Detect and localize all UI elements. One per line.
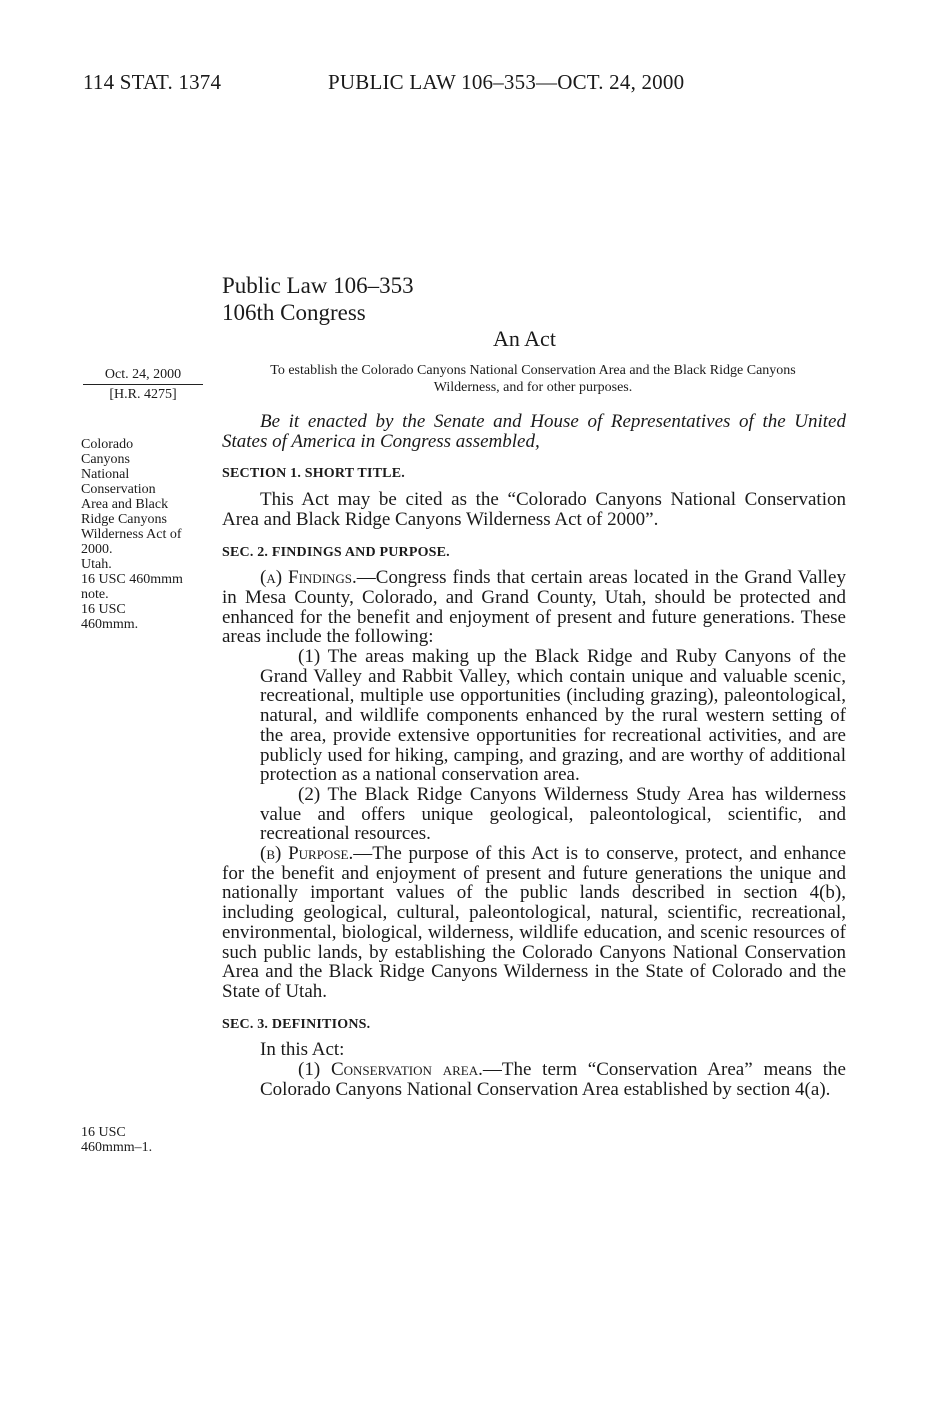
findings-text: —Congress finds that certain areas located in the Grand Valley in Mesa County, Colorado, and Grand County, Utah, should be protected and enhanced for the benefit and enjoyment of present and future generations. These areas include the following:: [222, 567, 846, 648]
margin-note-line: 2000.: [81, 542, 113, 557]
margin-note-line: Area and Black: [81, 497, 169, 512]
margin-note-line: National: [81, 467, 130, 482]
purpose-paragraph: [222, 844, 846, 1002]
margin-rule: [83, 384, 203, 385]
definitions-intro: In this Act:: [260, 1039, 345, 1061]
act-purpose-statement: To establish the Colorado Canyons National Conservation Area and the Black Ridge Canyons Wilderness, and for other purposes.: [270, 363, 796, 395]
margin-note-line: note.: [81, 587, 109, 602]
margin-note-line: Conservation: [81, 482, 156, 497]
margin-notes: [81, 437, 216, 632]
an-act-heading: An Act: [493, 326, 556, 351]
margin-bill-number: [H.R. 4275]: [109, 387, 177, 402]
section-2-heading: SEC. 2. FINDINGS AND PURPOSE.: [222, 544, 450, 560]
margin-note-line: Ridge Canyons: [81, 512, 167, 527]
section-3-heading: SEC. 3. DEFINITIONS.: [222, 1016, 371, 1032]
definition-1-text: —The term “Conservation Area” means the Colorado Canyons National Conservation Area established by section 4(a).: [260, 1059, 846, 1100]
section-1-heading: SECTION 1. SHORT TITLE.: [222, 466, 405, 482]
definition-1-label: (1) Conservation area.: [298, 1059, 483, 1081]
enacting-clause: Be it enacted by the Senate and House of Representatives of the United States of America in Congress assembled,: [222, 411, 846, 452]
margin-note-line: Wilderness Act of: [81, 527, 182, 542]
page-header-law: PUBLIC LAW 106–353—OCT. 24, 2000: [328, 70, 685, 94]
margin-note-line: 16 USC: [81, 1125, 126, 1140]
congress-number: 106th Congress: [222, 300, 366, 325]
definition-item-1: [222, 1060, 846, 1099]
margin-note-line: Colorado: [81, 437, 134, 452]
margin-note-line: 16 USC 460mmm: [81, 572, 183, 587]
purpose-text: —The purpose of this Act is to conserve, protect, and enhance for the benefit and enjoyment of present and future generations the unique and nationally important values of the public lands described in section 4(b), including geological, cultural, paleontological, natural, scientific, recreational, environmental, biological, wilderness, wildlife education, and scenic resources of such public lands, by establishing the Colorado Canyons National Conservation Area and the Black Ridge Canyons Wilderness in the State of Colorado and the State of Utah.: [222, 843, 846, 1002]
act-body: [222, 412, 846, 1100]
findings-paragraph: [222, 568, 846, 647]
finding-item-2: (2) The Black Ridge Canyons Wilderness Study Area has wilderness value and offers unique geological, paleontological, scientific, and recreational resources.: [260, 783, 846, 845]
margin-notes-definitions: [81, 1125, 216, 1155]
purpose-label: (b) Purpose.: [260, 843, 354, 865]
margin-note-line: Canyons: [81, 452, 130, 467]
findings-label: (a) Findings.: [260, 567, 357, 589]
margin-date-block: [83, 366, 203, 403]
margin-note-line: 460mmm–1.: [81, 1140, 153, 1155]
public-law-number: Public Law 106–353: [222, 273, 414, 298]
margin-note-line: 16 USC: [81, 602, 126, 617]
margin-note-line: Utah.: [81, 557, 112, 572]
margin-note-line: 460mmm.: [81, 617, 139, 632]
section-1-text: This Act may be cited as the “Colorado Canyons National Conservation Area and Black Ridge Canyons Wilderness Act of 2000”.: [222, 489, 846, 530]
finding-item-1: (1) The areas making up the Black Ridge and Ruby Canyons of the Grand Valley and Rabbit Valley, which contain unique and valuable scenic, recreational, multiple use opportunities (including grazing), paleontological, natural, and wildlife components enhanced by the rural western setting of the area, provide extensive opportunities for recreational activities, and are publicly used for hiking, camping, and grazing, and are worthy of additional protection as a national conservation area.: [260, 646, 846, 786]
page-header-stat: 114 STAT. 1374: [83, 70, 222, 94]
law-title-block: [222, 272, 414, 326]
margin-date: Oct. 24, 2000: [104, 367, 182, 382]
